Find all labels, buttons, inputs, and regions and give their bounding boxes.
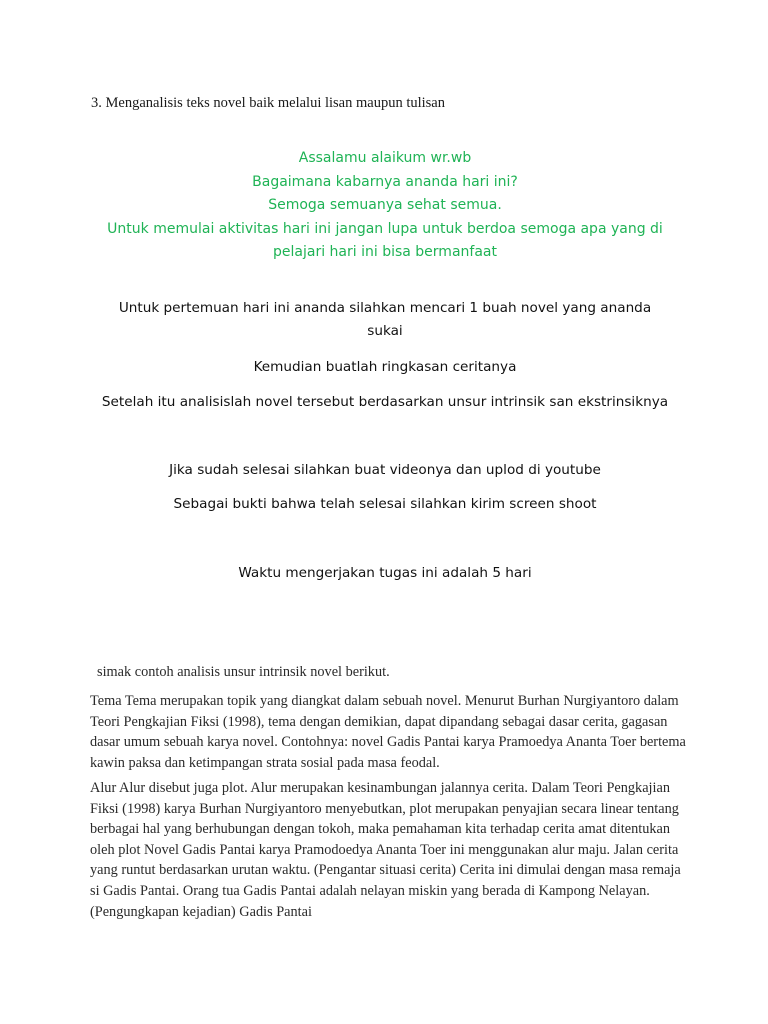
- instruction-deadline: Waktu mengerjakan tugas ini adalah 5 hari: [238, 565, 532, 581]
- greeting-block: [70, 147, 700, 265]
- greeting-prayer-line-1: Untuk memulai aktivitas hari ini jangan lupa untuk berdoa semoga apa yang di: [107, 220, 663, 237]
- instruction-screenshot: Sebagai bukti bahwa telah selesai silahkan kirim screen shoot: [173, 496, 597, 512]
- instruction-find-novel: [70, 297, 700, 343]
- example-intro: simak contoh analisis unsur intrinsik novel berikut.: [97, 664, 390, 680]
- greeting-prayer-line-2: pelajari hari ini bisa bermanfaat: [273, 244, 497, 260]
- instruction-video: Jika sudah selesai silahkan buat videonya dan uplod di youtube: [169, 462, 601, 478]
- instruction-analyze: Setelah itu analisislah novel tersebut berdasarkan unsur intrinsik san ekstrinsiknya: [101, 394, 669, 410]
- instruction-find-novel-line-1: Untuk pertemuan hari ini ananda silahkan mencari 1 buah novel yang ananda: [118, 300, 652, 316]
- section-heading: 3. Menganalisis teks novel baik melalui lisan maupun tulisan: [91, 95, 445, 111]
- greeting-salam: Assalamu alaikum wr.wb: [298, 150, 472, 166]
- paragraph-alur: Alur Alur disebut juga plot. Alur merupakan kesinambungan jalannya cerita. Dalam Teori Pengkajian Fiksi (1998) karya Burhan Nurgiyantoro menyebutkan, plot merupakan penyajian secara linear tentang berbagai hal yang berhubungan dengan tokoh, maka pemahaman kita terhadap cerita amat ditentukan oleh plot Novel Gadis Pantai karya Pramodoedya Ananta Toer ini menggunakan alur maju. Jalan cerita yang runtut berdasarkan urutan waktu. (Pengantar situasi cerita) Cerita ini dimulai dengan masa remaja si Gadis Pantai. Orang tua Gadis Pantai adalah nelayan miskin yang berada di Kampong Nelayan. (Pengungkapan kejadian) Gadis Pantai: [90, 780, 681, 920]
- greeting-wish: Semoga semuanya sehat semua.: [268, 197, 502, 213]
- instruction-find-novel-line-2: sukai: [367, 323, 403, 339]
- paragraph-tema: Tema Tema merupakan topik yang diangkat dalam sebuah novel. Menurut Burhan Nurgiyantoro dalam Teori Pengkajian Fiksi (1998), tema dengan demikian, dapat dipandang sebagai dasar cerita, gagasan dasar umum sebuah karya novel. Contohnya: novel Gadis Pantai karya Pramoedya Ananta Toer bertema kawin paksa dan ketimpangan strata sosial pada masa feodal.: [90, 693, 686, 771]
- instruction-summary: Kemudian buatlah ringkasan ceritanya: [253, 359, 517, 375]
- greeting-question: Bagaimana kabarnya ananda hari ini?: [252, 173, 518, 190]
